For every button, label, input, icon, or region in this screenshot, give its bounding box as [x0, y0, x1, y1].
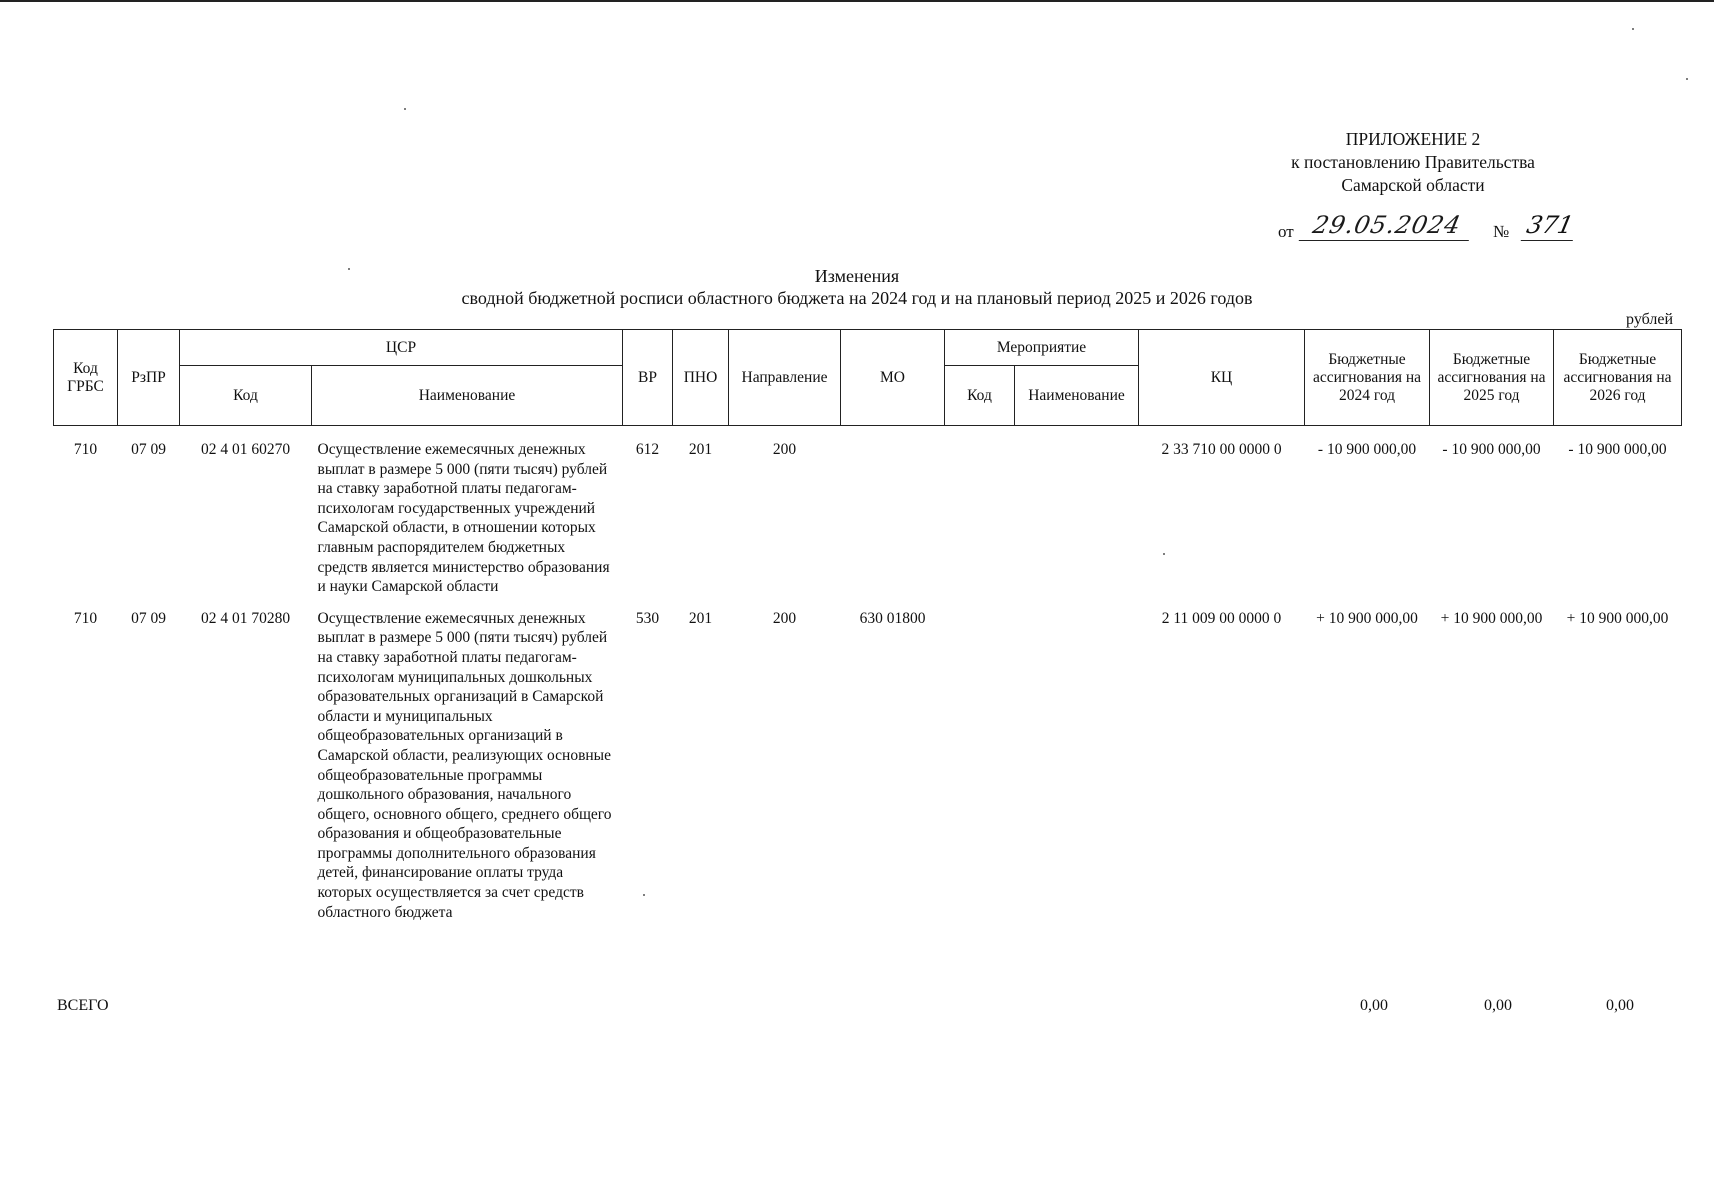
annex-line-3: Самарской области	[1341, 175, 1485, 195]
table-row	[54, 597, 1682, 923]
cell-event-code	[945, 597, 1015, 923]
scan-speck	[1632, 28, 1634, 30]
budget-changes-table	[53, 329, 1682, 922]
scan-speck	[1686, 78, 1688, 80]
document-title: Изменения	[814, 266, 900, 286]
header-pno: ПНО	[673, 330, 729, 426]
total-2024: 0,00	[1360, 997, 1388, 1014]
cell-event-name	[1015, 597, 1139, 923]
number-sign: №	[1493, 222, 1510, 241]
table-row	[54, 426, 1682, 597]
cell-rzpr: 07 09	[131, 441, 166, 458]
cell-mo	[841, 426, 945, 597]
cell-rzpr: 07 09	[131, 609, 166, 627]
cell-csr-name: Осуществление ежемесячных денежных выплат в размере 5 000 (пяти тысяч) рублей на ставку заработной платы педагогам-психологам муниципальных дошкольных образовательных организаций в Самарской области и муниципальных общеобразовательных организаций в Самарской области, реализующих основные общеобразовательные программы дошкольного образования, начального общего, основного общего, среднего общего образования и общеобразовательные программы дополнительного образования детей, финансирование оплаты труда которых осуществляется за счет средств областного бюджета	[317, 609, 612, 921]
annex-line-1: ПРИЛОЖЕНИЕ 2	[1345, 129, 1481, 149]
annex-header	[1253, 128, 1573, 197]
cell-budget-2024: - 10 900 000,00	[1317, 441, 1417, 458]
header-budget-2025: Бюджетные ассигнования на 2025 год	[1430, 330, 1554, 426]
header-budget-2026: Бюджетные ассигнования на 2026 год	[1554, 330, 1682, 426]
cell-csr-code: 02 4 01 60270	[200, 441, 291, 458]
scan-speck	[1163, 553, 1165, 555]
header-event: Мероприятие	[945, 330, 1139, 366]
header-direction: Направление	[729, 330, 841, 426]
handwritten-date: 29.05.2024	[1299, 210, 1476, 241]
scan-speck	[348, 268, 350, 270]
cell-budget-2026: + 10 900 000,00	[1566, 609, 1669, 627]
cell-vr: 612	[635, 441, 660, 458]
header-budget-2024: Бюджетные ассигнования на 2024 год	[1305, 330, 1430, 426]
cell-event-code	[945, 426, 1015, 597]
cell-budget-2026: - 10 900 000,00	[1568, 441, 1667, 458]
cell-direction: 200	[772, 609, 797, 627]
scan-top-edge	[0, 0, 1714, 2]
scan-speck	[404, 108, 406, 110]
total-row	[0, 997, 1714, 1019]
header-grbs: Код ГРБС	[54, 330, 118, 426]
cell-pno: 201	[688, 441, 713, 458]
header-mo: МО	[841, 330, 945, 426]
header-event-code: Код	[945, 366, 1015, 426]
cell-kc: 2 33 710 00 0000 0	[1161, 441, 1282, 458]
cell-pno: 201	[688, 609, 713, 627]
cell-csr-name: Осуществление ежемесячных денежных выплат в размере 5 000 (пяти тысяч) рублей на ставку заработной платы педагогам-психологам государственных учреждений Самарской области, в отношении которых главным распорядителем бюджетных средств является министерство образования и науки Самарской области	[317, 441, 610, 596]
header-event-name: Наименование	[1015, 366, 1139, 426]
total-label: ВСЕГО	[57, 997, 109, 1014]
cell-event-name	[1015, 426, 1139, 597]
header-csr-code: Код	[180, 366, 312, 426]
units-label: рублей	[1626, 311, 1673, 328]
header-rzpr: РзПР	[118, 330, 180, 426]
annex-line-2: к постановлению Правительства	[1291, 152, 1535, 172]
date-prefix: от	[1278, 222, 1294, 241]
document-subtitle: сводной бюджетной росписи областного бюджета на 2024 год и на плановый период 2025 и 2026 годов	[461, 288, 1253, 308]
cell-grbs: 710	[73, 441, 98, 458]
cell-vr: 530	[635, 609, 660, 627]
header-vr: ВР	[623, 330, 673, 426]
header-kc: КЦ	[1139, 330, 1305, 426]
header-csr-name: Наименование	[312, 366, 623, 426]
cell-kc: 2 11 009 00 0000 0	[1161, 609, 1282, 627]
cell-budget-2025: + 10 900 000,00	[1440, 609, 1543, 627]
handwritten-number: 371	[1521, 210, 1580, 241]
resolution-date-line	[1278, 210, 1578, 246]
cell-budget-2025: - 10 900 000,00	[1442, 441, 1541, 458]
cell-csr-code: 02 4 01 70280	[200, 609, 291, 627]
scan-speck	[643, 894, 645, 896]
header-csr: ЦСР	[180, 330, 623, 366]
total-2026: 0,00	[1606, 997, 1634, 1014]
cell-budget-2024: + 10 900 000,00	[1316, 609, 1418, 627]
total-2025: 0,00	[1484, 997, 1512, 1014]
cell-mo: 630 01800	[859, 609, 926, 627]
cell-direction: 200	[772, 441, 797, 458]
cell-grbs: 710	[73, 609, 98, 627]
